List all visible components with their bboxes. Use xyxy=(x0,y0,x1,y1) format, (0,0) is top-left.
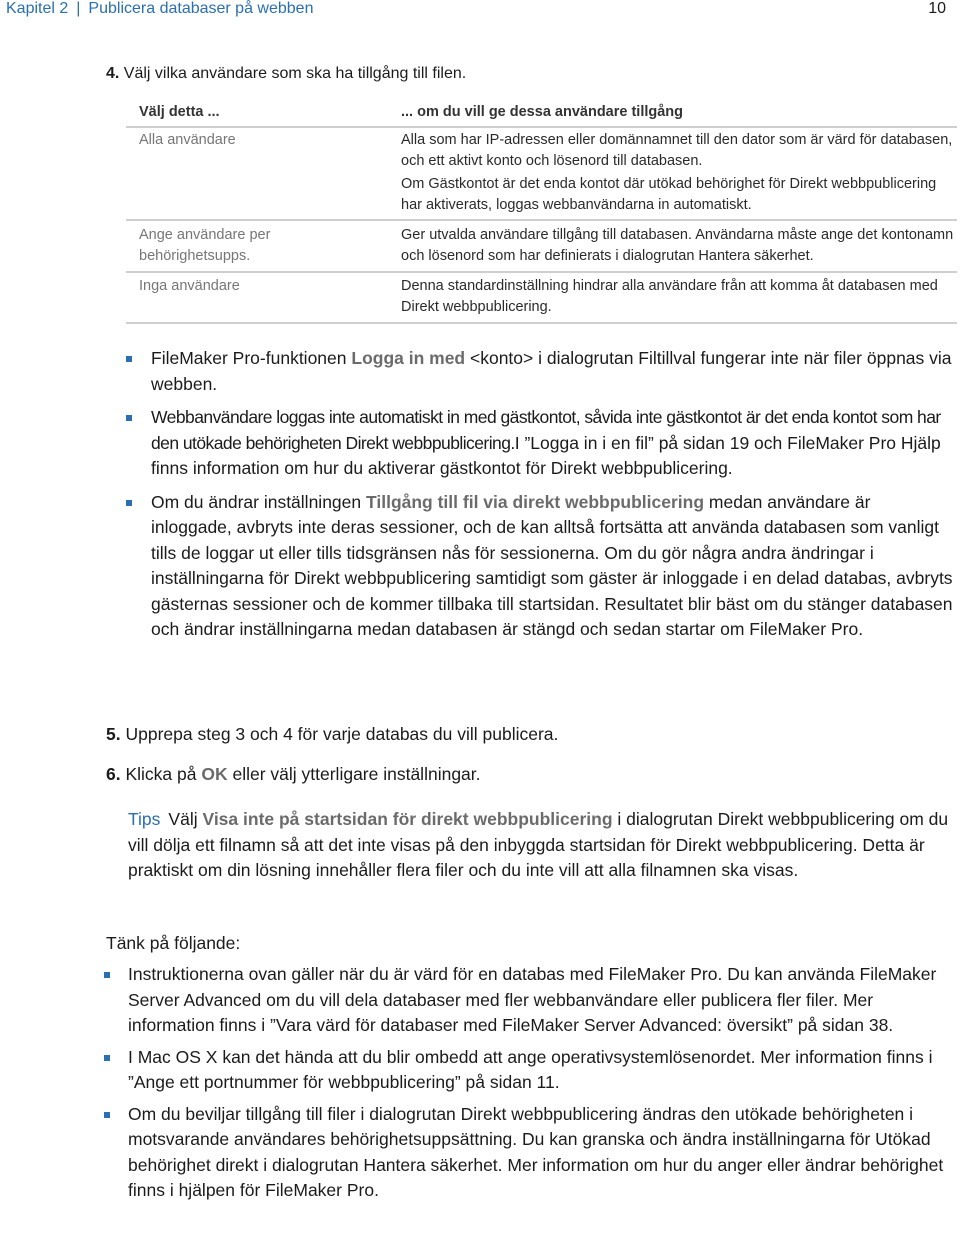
list-item xyxy=(126,346,956,397)
chapter-title: Publicera databaser på webben xyxy=(88,0,314,17)
page-number: 10 xyxy=(928,0,946,17)
bullet-icon xyxy=(126,500,132,506)
note-3-text: Om du ändrar inställningen xyxy=(151,491,366,512)
step-4 xyxy=(106,64,466,84)
step-4-text: Välj vilka användare som ska ha tillgång till filen. xyxy=(123,65,467,82)
note-1-text-end: <konto> i dialogrutan Filtillval fungerar inte när filer öppnas via webben. xyxy=(151,348,952,394)
list-item xyxy=(104,962,956,1039)
consider-list xyxy=(104,962,956,1210)
consider-item-text: Om du beviljar tillgång till filer i dialogrutan Direkt webbpublicering ändras den utökade behörigheten i motsvarande användares behörighetsuppsättning. Du kan granska och ändra inställningarna för Utökad behörighet direkt i dialogrutan Hantera säkerhet. Mer information om hur du anger eller ändrar behörighet finns i hjälpen för FileMaker Pro. xyxy=(128,1103,944,1200)
consider-item-text: Instruktionerna ovan gäller när du är värd för en databas med FileMaker Pro. Du kan använda FileMaker Server Advanced om du vill dela databaser med fler webbanvändare eller publicera fler filer. Mer information finns i ”Vara värd för databaser med FileMaker Server Advanced: översikt” på sidan 38. xyxy=(128,964,937,1035)
note-2-text-end: I ”Logga in i en fil” på sidan 19 och FileMaker Pro Hjälp finns information om hur du aktiverar gästkontot för Direkt webbpublicering. xyxy=(151,432,941,478)
step-6-number: 6. xyxy=(106,764,121,784)
note-3-text-end: medan användare är inloggade, avbryts inte deras sessioner, och de kan alltså fortsätta att använda databasen som vanligt tills de loggar ut eller tills tidsgränsen nås för sessionerna. Om du gör några andra ändringar i inställningarna för Direkt webbpublicering samtidigt som gäster är inloggade i en delad databas, avbryts gästernas sessioner och de kommer tillbaka till startsidan. Resultatet blir bäst om du stänger databasen och ändrar inställningarna medan databasen är stängd och sedan startar om FileMaker Pro. xyxy=(151,491,953,639)
table-rule xyxy=(126,322,957,324)
bullet-icon xyxy=(104,1055,110,1061)
ok-highlight: OK xyxy=(201,764,228,784)
note-1-text: FileMaker Pro-funktionen xyxy=(151,348,352,368)
step-5 xyxy=(106,722,558,747)
tips-text: Välj xyxy=(168,809,203,829)
notes-list xyxy=(126,346,956,643)
table-desc-privset: Ger utvalda användare tillgång till databasen. Användarna måste ange det kontonamn och lösenord som har definierats i dialogrutan Hantera säkerhet. xyxy=(401,227,954,264)
list-item xyxy=(126,405,956,482)
consider-heading: Tänk på följande: xyxy=(106,933,241,953)
list-item xyxy=(104,1045,956,1096)
table-option-privset: Ange användare per behörighetsupps. xyxy=(139,227,271,264)
step-6-text: Klicka på xyxy=(125,764,202,784)
tips-text-end: i dialogrutan Direkt webbpublicering om du vill dölja ett filnamn så att det inte visas på den inbyggda startsidan för Direkt webbpublicering. Detta är praktiskt om din lösning innehåller flera filer och du inte vill att alla filnamnen ska visas. xyxy=(128,809,949,880)
tips-box xyxy=(128,807,956,884)
step-6 xyxy=(106,762,481,787)
table-rule xyxy=(126,126,957,128)
note-2-text: Webbanvändare loggas inte automatiskt in med gästkontot, såvida inte gästkontot är det enda kontot som har den utökade behörigheten Direkt webbpublicering. xyxy=(151,407,941,453)
bullet-icon xyxy=(126,356,132,362)
table-rule xyxy=(126,219,957,221)
chapter-label: Kapitel 2 xyxy=(6,0,69,17)
table-option-all: Alla användare xyxy=(139,132,236,148)
bullet-icon xyxy=(104,1112,110,1118)
page-header xyxy=(6,0,946,18)
table-option-none: Inga användare xyxy=(139,278,240,294)
bullet-icon xyxy=(104,972,110,978)
note-1-highlight: Logga in med xyxy=(351,348,466,368)
table-desc-all-2: Om Gästkontot är det enda kontot där utökad behörighet för Direkt webbpublicering har aktiverats, loggas webbanvändarna in automatiskt. xyxy=(401,176,937,213)
step-4-number: 4. xyxy=(106,65,120,82)
list-item xyxy=(104,1102,956,1204)
table-header-access: ... om du vill ge dessa användare tillgång xyxy=(401,104,684,120)
table-desc-none: Denna standardinställning hindrar alla användare från att komma åt databasen med Direkt webbpublicering. xyxy=(401,278,938,315)
table-rule xyxy=(126,271,957,273)
tips-highlight: Visa inte på startsidan för direkt webbpublicering xyxy=(202,809,613,829)
consider-item-text: I Mac OS X kan det hända att du blir ombedd att ange operativsystemlösenordet. Mer information finns i ”Ange ett portnummer för webbpublicering” på sidan 11. xyxy=(128,1046,933,1092)
step-5-number: 5. xyxy=(106,724,121,744)
table-desc-all-1: Alla som har IP-adressen eller domännamnet till den dator som är värd för databasen, och ett aktivt konto och lösenord till databasen. xyxy=(401,132,953,169)
list-item xyxy=(126,490,956,643)
step-6-text-end: eller välj ytterligare inställningar. xyxy=(227,764,481,784)
header-separator: | xyxy=(76,0,81,17)
tips-label: Tips xyxy=(128,809,161,829)
bullet-icon xyxy=(126,415,132,421)
note-3-highlight: Tillgång till fil via direkt webbpublicering xyxy=(365,491,705,512)
step-5-text: Upprepa steg 3 och 4 för varje databas du vill publicera. xyxy=(125,724,559,744)
table-header-choose: Välj detta ... xyxy=(139,104,220,120)
